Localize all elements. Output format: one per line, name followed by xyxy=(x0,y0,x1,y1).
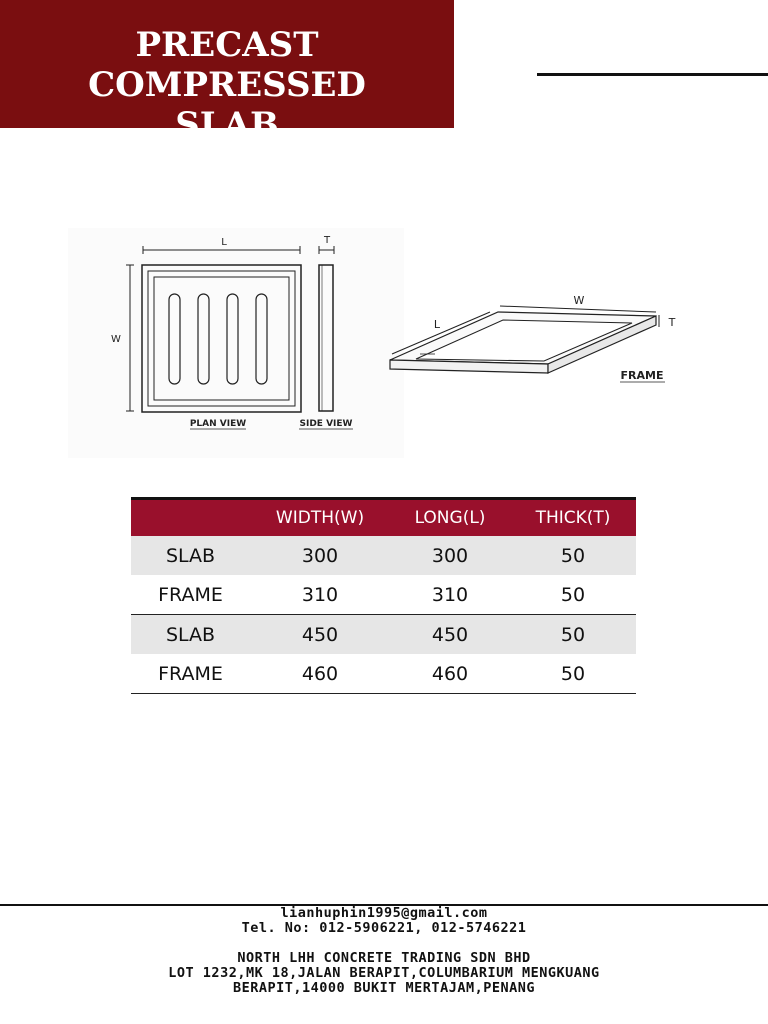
page-title xyxy=(0,0,454,145)
cell-type: SLAB xyxy=(131,536,250,575)
cell-width: 300 xyxy=(250,536,390,575)
cell-long: 460 xyxy=(390,654,510,694)
footer-spacer xyxy=(0,936,768,951)
side-view-caption: SIDE VIEW xyxy=(299,419,353,429)
table-row xyxy=(131,575,636,615)
table-row xyxy=(131,654,636,694)
cell-thick: 50 xyxy=(510,536,636,575)
frame-length-label: L xyxy=(433,318,441,331)
footer-address-line-1: LOT 1232,MK 18,JALAN BERAPIT,COLUMBARIUM MENGKUANG xyxy=(168,965,600,981)
title-line-2: SLAB xyxy=(175,105,279,145)
plan-length-label: L xyxy=(221,237,227,248)
table-header-row xyxy=(131,499,636,537)
side-thick-label: T xyxy=(323,235,331,246)
cell-long: 450 xyxy=(390,615,510,655)
header-cell-thick: THICK(T) xyxy=(535,508,611,528)
cell-thick: 50 xyxy=(510,654,636,694)
frame-thick-label: T xyxy=(668,316,676,329)
frame-caption: FRAME xyxy=(620,369,664,382)
cell-width: 460 xyxy=(250,654,390,694)
header-cell-type xyxy=(131,499,250,537)
table-row xyxy=(131,615,636,655)
plan-view-caption: PLAN VIEW xyxy=(189,419,247,429)
cell-type: FRAME xyxy=(131,575,250,615)
cell-thick: 50 xyxy=(510,575,636,615)
cell-type: FRAME xyxy=(131,654,250,694)
cell-type: SLAB xyxy=(131,615,250,655)
cell-width: 450 xyxy=(250,615,390,655)
header-cell-width: WIDTH(W) xyxy=(275,508,365,528)
header-divider xyxy=(537,73,768,76)
cell-thick: 50 xyxy=(510,615,636,655)
dimension-table xyxy=(131,497,636,694)
footer-address-line-2: BERAPIT,14000 BUKIT MERTAJAM,PENANG xyxy=(233,980,535,996)
cell-long: 310 xyxy=(390,575,510,615)
frame-diagram xyxy=(380,282,680,392)
footer-email[interactable]: lianhuphin1995@gmail.com xyxy=(280,905,488,921)
footer-company: NORTH LHH CONCRETE TRADING SDN BHD xyxy=(237,950,531,966)
footer-tel: Tel. No: 012-5906221, 012-5746221 xyxy=(241,920,527,936)
cell-width: 310 xyxy=(250,575,390,615)
header-cell-long: LONG(L) xyxy=(414,508,486,528)
cell-long: 300 xyxy=(390,536,510,575)
table-row xyxy=(131,536,636,575)
frame-width-label: W xyxy=(573,294,585,307)
plan-width-label: W xyxy=(111,334,121,345)
footer-contact xyxy=(0,906,768,996)
plan-view-diagram xyxy=(68,228,404,458)
title-line-1: PRECAST COMPRESSED xyxy=(88,25,366,105)
